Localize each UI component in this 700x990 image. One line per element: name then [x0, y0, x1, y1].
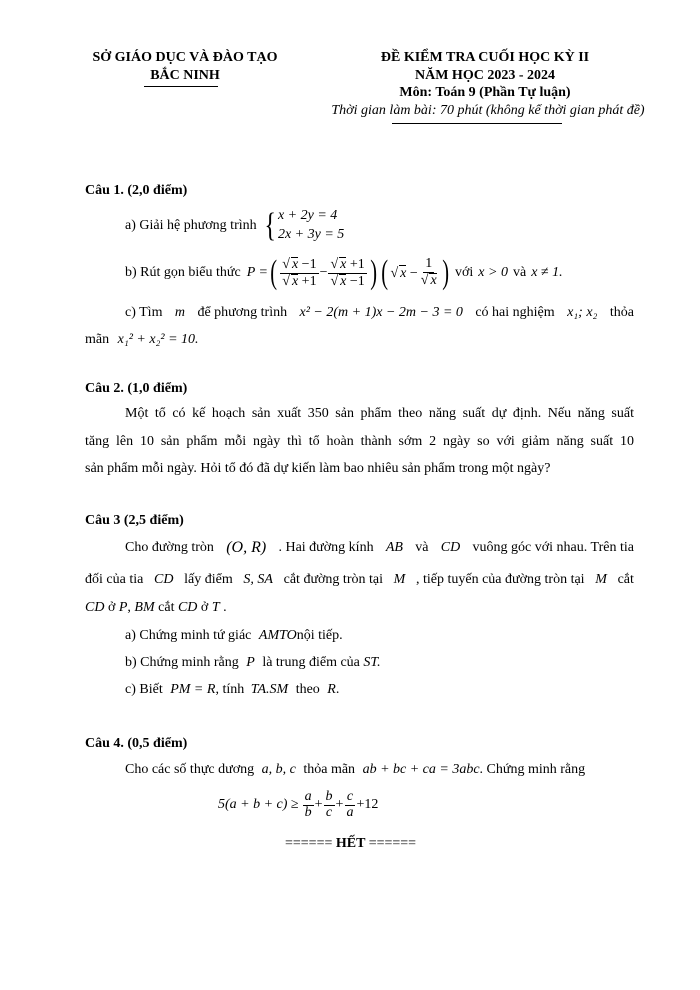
fraction-2: $\frac{√ x +1}{√ x -1}$: [330, 256, 365, 289]
plus-sign: +: [335, 797, 344, 813]
department-name: SỞ GIÁO DỤC VÀ ĐÀO TẠO: [92, 50, 278, 65]
ray-cd: CD: [153, 572, 174, 587]
q3-line-2: [85, 572, 634, 588]
radius-r: R: [327, 682, 336, 697]
q3-text: ở: [200, 600, 209, 615]
q3c-text: .: [335, 682, 340, 697]
q1b-text: b) Rút gọn biểu thức: [125, 265, 241, 280]
q3-text: cắt: [617, 572, 634, 587]
q3-text: . Hai đường kính: [278, 540, 374, 555]
q3b-text: b) Chứng minh rằng: [125, 655, 239, 670]
q3-text: và: [415, 540, 429, 555]
plus-sign: +: [314, 797, 323, 813]
q1c-equation: x² − 2(m + 1)x − 2m − 3 = 0: [299, 305, 463, 320]
equation-system: [278, 207, 344, 245]
q3b-text: là trung điểm của: [262, 655, 360, 670]
segment-bm: BM: [134, 600, 155, 615]
time-underline: [392, 123, 562, 124]
cond-text-2: và: [512, 265, 527, 280]
condition-1: x > 0: [478, 265, 508, 280]
q1c-text-1: c) Tìm: [125, 305, 163, 320]
q3-line-3: [85, 600, 227, 616]
paren-open: (: [270, 254, 277, 291]
fraction-3: $\frac{1}{√ x}$: [420, 256, 437, 288]
inequality-left: 5(a + b + c) ≥: [218, 797, 299, 813]
q1b: b) Rút gọn biểu thức P = ( $\frac{√ x -1}{√ x +1}$ − $\frac{√ x +1}{√ x -1}$ ) ( √ x − $\frac{1}{√ x}$ ) với x > 0 và x ≠ 1.: [125, 254, 563, 291]
q3a-text: nội tiếp.: [296, 628, 343, 643]
paren-close: ): [370, 254, 377, 291]
question-3-title: Câu 3 (2,5 điểm): [85, 513, 184, 528]
q3c-text: , tính: [215, 682, 245, 697]
q3c-text: c) Biết: [125, 682, 163, 697]
q4-line-1: [125, 762, 585, 778]
paren-close-2: ): [441, 254, 449, 291]
fraction-a-over-b: [303, 790, 314, 820]
condition-2: x ≠ 1.: [531, 265, 563, 280]
denominator: b: [304, 804, 312, 820]
segment-cd: CD: [85, 600, 105, 615]
end-equals-left: ======: [285, 836, 333, 851]
q1c-condition: x₁² + x₂² = 10.: [117, 332, 199, 347]
q3a-text: a) Chứng minh tứ giác: [125, 628, 252, 643]
end-equals-right: ======: [368, 836, 417, 851]
numerator: c: [346, 789, 354, 804]
q1c-roots: x₁; x₂: [567, 305, 598, 320]
diameter-ab: AB: [385, 540, 403, 555]
q1a: [125, 207, 344, 245]
q1c-text-4: thỏa: [609, 305, 634, 320]
point-p: P: [246, 655, 255, 670]
province-underline: [144, 86, 218, 87]
segment-cd: CD: [177, 600, 198, 615]
exam-title: ĐỀ KIỂM TRA CUỐI HỌC KỲ II: [380, 50, 590, 65]
paren-open-2: (: [381, 254, 389, 291]
q3-text: cắt: [158, 600, 175, 615]
cond-text-1: với: [455, 265, 474, 280]
q3-text: ở: [107, 600, 116, 615]
q3-text: cắt đường tròn tại: [283, 572, 383, 587]
segment-st: ST.: [363, 655, 381, 670]
fraction-c-over-a: [344, 790, 355, 820]
q4-text: . Chứng minh rằng: [479, 762, 586, 777]
pm-equals-r: PM = R: [170, 682, 216, 697]
q1a-text: a) Giải hệ phương trình: [125, 217, 257, 233]
fraction-b-over-c: [324, 790, 335, 820]
diameter-cd: CD: [440, 540, 461, 555]
point-p: P: [118, 600, 128, 615]
q3c-text: theo: [295, 682, 320, 697]
point-s-sa: S, SA: [243, 572, 273, 587]
q3-text: đối của tia: [85, 572, 144, 587]
q1c-text-2: để phương trình: [197, 305, 288, 320]
question-1-title: Câu 1. (2,0 điểm): [85, 183, 188, 198]
q3-text: lấy điểm: [184, 572, 233, 587]
point-m: M: [393, 572, 406, 587]
product-ta-sm: TA.SM: [250, 682, 289, 697]
denominator: c: [325, 804, 333, 820]
q3-line-1: [125, 540, 634, 556]
q3-text: , tiếp tuyến của đường tròn tại: [416, 572, 585, 587]
q1c-text-5: mãn: [85, 332, 110, 347]
q1c-line2: [85, 332, 199, 348]
numerator: b: [325, 789, 333, 804]
end-marker: [285, 836, 416, 852]
inequality-right-end: +12: [356, 797, 379, 813]
p-label: P =: [246, 265, 268, 280]
quadrilateral-amto: AMTO: [258, 628, 297, 643]
circle-notation: (O, R): [226, 539, 267, 556]
q3-text: .: [223, 600, 227, 615]
q4-inequality: [218, 790, 378, 820]
q1c-m: m: [174, 305, 186, 320]
equation-1: x + 2y = 4: [277, 208, 338, 223]
end-word: HẾT: [335, 836, 366, 851]
q1c-text-3: có hai nghiệm: [475, 305, 555, 320]
point-m: M: [595, 572, 607, 587]
q3-text: ,: [127, 600, 131, 615]
question-4-title: Câu 4. (0,5 điểm): [85, 736, 188, 751]
q3c: [125, 682, 339, 698]
q4-text: Cho các số thực dương: [125, 762, 255, 777]
school-year: NĂM HỌC 2023 - 2024: [415, 68, 555, 83]
point-t: T: [211, 600, 220, 615]
subject: Môn: Toán 9 (Phần Tự luận): [399, 85, 571, 100]
q1c-line1: [85, 305, 634, 321]
q2-line-2: tăng lên 10 sản phẩm mỗi ngày thì tổ hoàn thành sớm 2 ngày so với giảm năng suất 10: [85, 434, 634, 449]
denominator: a: [346, 804, 354, 820]
q3-text: Cho đường tròn: [125, 540, 214, 555]
variables-abc: a, b, c: [261, 762, 296, 777]
equation-2: 2x + 3y = 5: [277, 226, 345, 242]
time-limit: Thời gian làm bài: 70 phút (không kể thời gian phát đề): [331, 103, 645, 118]
q2-line-1: Một tổ có kế hoạch sản xuất 350 sản phẩm theo năng suất dự định. Nếu năng suất: [125, 406, 634, 421]
q3-text: vuông góc với nhau. Trên tia: [472, 540, 634, 555]
brace-icon: {: [264, 206, 276, 244]
question-2-title: Câu 2. (1,0 điểm): [85, 381, 188, 396]
numerator: a: [304, 789, 312, 804]
q3b: [125, 655, 381, 671]
constraint-equation: ab + bc + ca = 3abc: [362, 762, 480, 777]
fraction-1: $\frac{√ x -1}{√ x +1}$: [282, 256, 317, 289]
q4-text: thỏa mãn: [303, 762, 356, 777]
q3a: [125, 628, 343, 644]
q2-line-3: sản phẩm mỗi ngày. Hỏi tổ đó đã dự kiến làm bao nhiêu sản phẩm trong một ngày?: [85, 461, 551, 476]
province-name: BẮC NINH: [150, 68, 220, 83]
